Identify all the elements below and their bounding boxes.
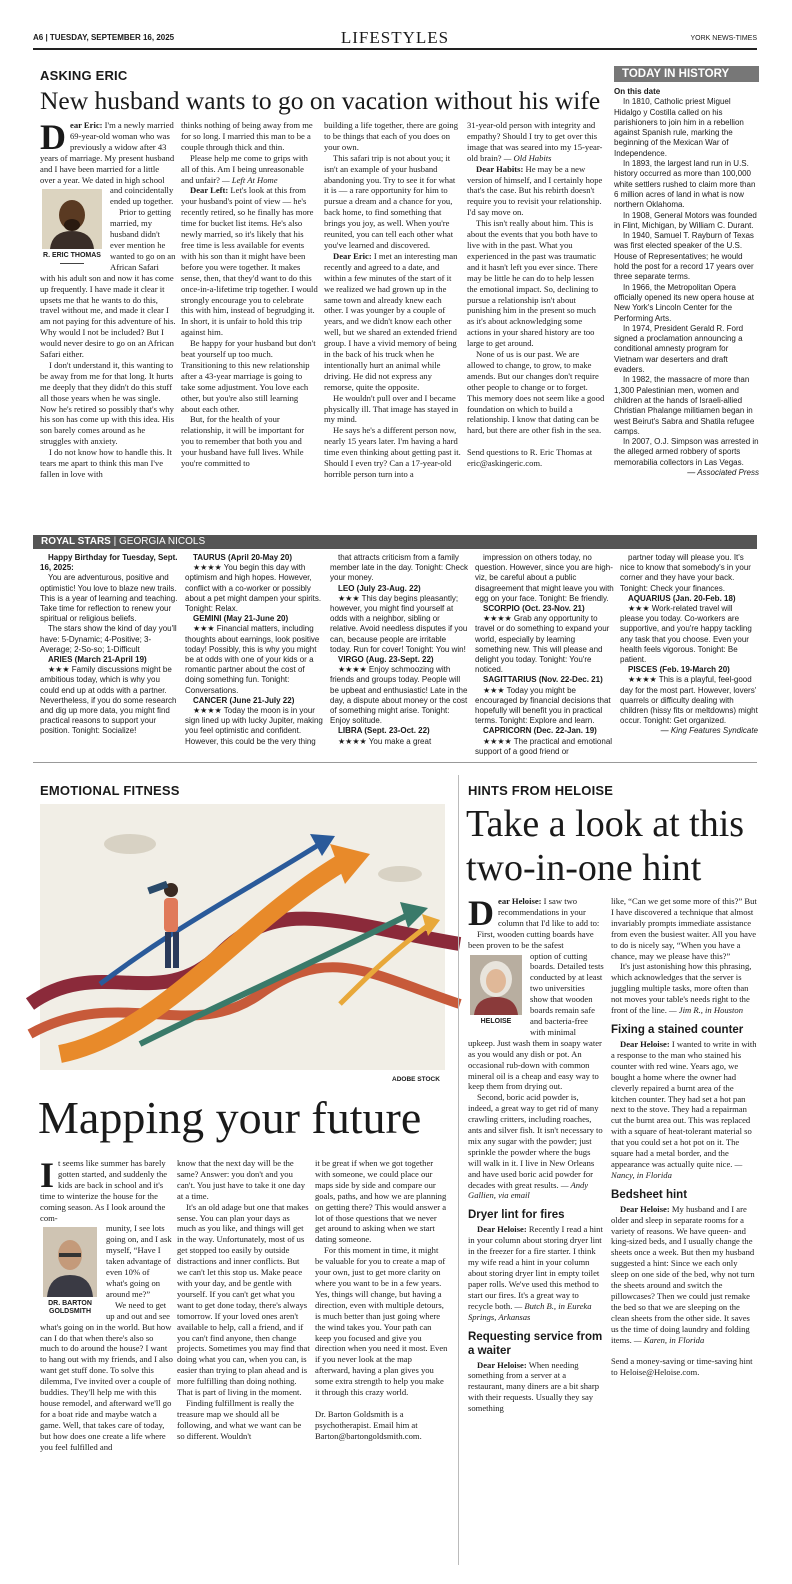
eric-headline: New husband wants to go on vacation without his wife <box>40 86 601 115</box>
paragraph: AQUARIUS (Jan. 20-Feb. 18) <box>628 593 736 603</box>
paragraph: He says he's a different person now, nearly 15 years later. I'm having a hard time even thinking about getting past it. Should I even try? Can a 17-year-old horrible person turn into a <box>324 425 461 479</box>
royal-stars-bar: ROYAL STARS | GEORGIA NICOLS <box>33 535 757 549</box>
history-item: In 1940, Samuel T. Rayburn of Texas was first elected speaker of the U.S. House of Representatives; he would hold the post for a record 17 years over three separate terms. <box>614 231 754 282</box>
fitness-col-1 <box>40 1155 173 1558</box>
paragraph: partner today will please you. It's nice to know that somebody's in your corner and they have your back. Tonight: Check your finances. <box>620 553 751 593</box>
eric-col-2 <box>181 120 318 528</box>
paragraph: impression on others today, no question. However, since you are high-viz, be careful about a public disagreement that might leave you with egg on your face. Tonight: Be friendly. <box>475 553 614 603</box>
history-item: In 2007, O.J. Simpson was arrested in the alleged armed robbery of sports memorabilia collectors in Las Vegas. <box>614 437 759 467</box>
paragraph: We need to get up and out and see what's going on in the world. But how can I do that when there's also so much to do around the house? I want to hang out with my friends, and I also want get stuff done. To solve this dilemma, I've invited over a couple of buddies. They'll help me with this house remodel, and afterward we'll go for a boat ride and maybe watch a game. Well, that takes care of today, but how does one create a life where you feel fulfilled and <box>40 1299 173 1452</box>
history-item: In 1893, the largest land run in U.S. history occurred as more than 100,000 white settlers rushed to claim more than 6 million acres of land in what is now northern Oklahoma. <box>614 159 756 210</box>
paragraph: Happy Birthday for Tuesday, Sept. 16, 2025: <box>40 553 178 573</box>
eric-col-3 <box>324 120 461 528</box>
heloise-kicker: HINTS FROM HELOISE <box>468 783 614 798</box>
royal-author: GEORGIA NICOLS <box>119 536 206 547</box>
paragraph: For this moment in time, it might be valuable for you to create a map of your own, just to get more clarity on where you want to be in a few years. Yes, things will change, but having a direction, even with multiple detours, is much better than just going where the wind takes you. Your path can keep you focused and give you direction when you need it most. Even if you never look at the map afterward, having a plan gives you some extra strength to help you make it through this crazy world. <box>315 1245 448 1398</box>
paragraph: LEO (July 23-Aug. 22) <box>338 583 421 593</box>
eric-photo <box>42 189 102 249</box>
royal-credit: — King Features Syndicate <box>660 726 758 736</box>
fitness-kicker: EMOTIONAL FITNESS <box>40 783 180 798</box>
paragraph: TAURUS (April 20-May 20) <box>193 553 292 562</box>
history-item: In 1908, General Motors was founded in Flint, Michigan, by William C. Durant. <box>614 210 757 230</box>
horoscope-col-5 <box>620 553 758 743</box>
page-header <box>33 28 757 50</box>
paragraph: and coincidentally ended up together. <box>110 185 174 207</box>
paper-name: YORK NEWS-TIMES <box>690 35 757 42</box>
paragraph: Send a money-saving or time-saving hint to Heloise@Heloise.com. <box>611 1356 753 1378</box>
paragraph: Dear Heloise: I saw two recommendations in your column that I'd like to add to: <box>468 893 600 933</box>
royal-title: ROYAL STARS <box>41 536 111 547</box>
paragraph: ARIES (March 21-April 19) <box>48 655 147 665</box>
paragraph: But, for the health of your relationship, it will be important for you to remember that both you and your husband have full lives. While you're committed to <box>181 414 305 469</box>
paragraph: Dear Heloise: When needing something from a server at a restaurant, many diners are a bit sharp with their requests. Usually they say something <box>468 1359 600 1414</box>
heloise-col-1 <box>468 893 604 1564</box>
history-sidebar <box>614 66 759 526</box>
paragraph: ★★★★ Today the moon is in your sign lined up with lucky Jupiter, making you feel optimistic and confident. However, this could be the very thing <box>185 706 323 746</box>
heloise-photo <box>470 955 522 1015</box>
heloise-sub-bedsheet: Bedsheet hint <box>611 1188 688 1201</box>
goldsmith-photo <box>43 1227 97 1297</box>
paragraph: SAGITTARIUS (Nov. 22-Dec. 21) <box>483 675 603 685</box>
paragraph: I don't understand it, this wanting to be away from me for that long. It hurts me deeply that they didn't do this stuff all those years when he was single. Now he's retired so possibly that's why his son has come up with this idea. His son barely comes around as he struggles with anxiety. <box>40 359 174 447</box>
eric-kicker: ASKING ERIC <box>40 68 128 83</box>
heloise-sub-counter: Fixing a stained counter <box>611 1023 744 1036</box>
paragraph: The stars show the kind of day you'll have: 5-Dynamic; 4-Positive; 3-Average; 2-So-so; 1-Difficult <box>40 624 177 654</box>
paragraph: SCORPIO (Oct. 23-Nov. 21) <box>483 604 585 614</box>
heloise-sub-dryer: Dryer lint for fires <box>468 1209 565 1222</box>
horoscope-col-3 <box>330 553 469 746</box>
eric-col-4 <box>467 120 605 528</box>
paragraph: ★★★★ This is a playful, feel-good day for the most part. However, lovers' quarrels or difficulty dealing with children (hissy fits or meltdowns) might occur. Tonight: Get organized. <box>620 675 758 726</box>
paragraph: This isn't really about him. This is about the events that you both have to live with in the past. What you experienced in the past was traumatic and it hasn't left you ever since. There may be little he can do to help lessen the emotional impact. So, declining to pursue a relationship isn't about punishing him in the present so much as it's about acknowledging some actions in your shared history are too large to get around. <box>467 218 599 349</box>
paragraph: ★★★★ Enjoy schmoozing with friends and groups today. People will be upbeat and enthusiastic! Late in the day, a dispute about money or the cost of something might arise. Tonight: Enjoy solitude. <box>330 665 468 726</box>
paragraph: PISCES (Feb. 19-March 20) <box>628 665 730 675</box>
history-title: TODAY IN HISTORY <box>614 66 759 82</box>
paragraph: thinks nothing of being away from me for so long. I married this man to be a couple through thick and thin. <box>181 120 313 152</box>
fitness-illustration <box>40 804 445 1070</box>
eric-col-1 <box>40 117 176 528</box>
paragraph: Dear Left: Let's look at this from your husband's point of view — he's recently retired, so he finally has more time for bucket list items. He's also newly married, so it's likely that his free time is less available for events with his son than it might have been before you were together. It makes sense, then, that they'd want to do this once-in-a-lifetime trip together. I would strongly encourage you to celebrate this with him, instead of begrudging it. In short, it is unfair to hold this trip against him. <box>181 185 318 338</box>
fitness-col-3 <box>315 1158 448 1558</box>
paragraph: ★★★ Work-related travel will please you today. Co-workers are supportive, and you're happy tackling any task that you choose. Even your health feels vigorous. Tonight: Be patient. <box>620 604 752 665</box>
eric-mug <box>40 189 104 264</box>
eric-mug-caption: R. ERIC THOMAS <box>43 252 101 260</box>
paragraph: It's an old adage but one that makes sense. You can plan your days as much as you like, and things will get in the way. Unfortunately, most of us get stopped too easily by outside distractions and inner conflicts. But we can't let this stop us. Make peace with your day, and be gentle with yourself. If you can't get what you want to get done today, there's always tomorrow. If your loved ones aren't available to help, call a friend, and if you can't find anyone, then change projects. Sometimes you may find that doing what you can, when you can, is easier than trying to plan ahead and is more fulfilling than doing nothing. That is part of living in the moment. <box>177 1201 310 1398</box>
paragraph: Prior to getting married, my husband didn't ever mention he wanted to go on an African Safari with his adult son and now it has come up frequently. I have made it clear it upsets me that he wants to do this, travel without me, and made it clear I am not paying for this adventure of his. Why would I not be included? But I would never desire to go on an African Safari either. <box>40 207 176 360</box>
goldsmith-mug <box>40 1227 100 1316</box>
paragraph: It's just astonishing how this phrasing, which acknowledges that the server is juggling multiple tasks, more often than not moves your table's needs right to the front of the line. — Jim R., in Houston <box>611 961 752 1016</box>
paragraph: This safari trip is not about you; it isn't an example of your husband abandoning you. Try to see it for what it is — a rare opportunity for him to pursue a dream and a chance for you, back home, to find something that brings you joy, as well. When you're reunited, you can tell each other what you've learned and discovered. <box>324 152 456 250</box>
paragraph: I do not know how to handle this. It tears me apart to think this man I've fallen in love with <box>40 447 172 479</box>
paragraph: Dear Heloise: My husband and I are older and sleep in separate rooms for a variety of reasons. We have queen- and king-sized beds, and I usually change the sheets once a week. But then my husband suggested a hint: Since we each only sleep on one side of the bed, why not turn the sheets around and switch the pillowcases? Then we could just remake the bed so that we are sleeping on the clean sheets from the other side. It saves us the time of doing laundry and folding items. — Karen, in Florida <box>611 1203 755 1345</box>
paragraph: Dear Heloise: I wanted to write in with a response to the man who stained his counter with red wine. Years ago, we bought a home where the owner had cleverly repaired a burnt area of the kitchen counter. They had set a hot pan next to the stove. They had a repairman cut the burnt area out. This was replaced with a square of heat-tolerant material so that you could set a hot pot on it. The square had a metal border, and the appearance was actually quite nice. — Nancy, in Florida <box>611 1038 757 1180</box>
divider <box>33 762 757 763</box>
fitness-col-2 <box>177 1158 310 1558</box>
paragraph: ★★★ Today you might be encouraged by financial decisions that hopefully will benefit you in practical terms. Tonight: Explore and learn. <box>475 685 611 726</box>
paragraph: GEMINI (May 21-June 20) <box>193 614 289 624</box>
paragraph: know that the next day will be the same? Answer: you don't and you can't. You just have to take it one day at a time. <box>177 1158 306 1201</box>
paragraph: Send questions to R. Eric Thomas at eric@askingeric.com. <box>467 447 593 469</box>
heloise-sub-waiter: Requesting service from a waiter <box>468 1330 603 1357</box>
paragraph: Please help me come to grips with all of this. Am I being unreasonable and unfair? — Left At Home <box>181 152 308 185</box>
history-item: In 1966, the Metropolitan Opera officially opened its new opera house at New York's Lincoln Center for the Performing Arts. <box>614 282 754 323</box>
paragraph: like, “Can we get some more of this?” But I have discovered a technique that almost invariably prompts immediate assistance from even the busiest waiter. All you have to do is nicely say, “When you have a chance, may we please have this?” <box>611 896 757 961</box>
paragraph: He wouldn't pull over and I became physically ill. That image has stayed in my mind. <box>324 392 459 425</box>
paragraph: ★★★★ Grab any opportunity to travel or do something to expand your world, especially by learning something new. This will please and delight you today. Tonight: You're noticed. <box>475 614 610 675</box>
heloise-col-2 <box>611 896 757 1564</box>
paragraph: munity, I see lots going on, and I ask myself, “Have I taken advantage of even 10% of what's going on around me?” <box>106 1223 172 1299</box>
section-title: LIFESTYLES <box>340 28 450 47</box>
paragraph: LIBRA (Sept. 23-Oct. 22) <box>338 726 430 736</box>
horoscope-col-1 <box>40 553 179 743</box>
paragraph: CANCER (June 21-July 22) <box>193 695 295 705</box>
paragraph: ★★★★ You begin this day with optimism and high hopes. However, conflict with a co-worker or possibly about a pet might dampen your spirits. Tonight: Relax. <box>185 563 322 614</box>
history-item: In 1982, the massacre of more than 1,300 Palestinian men, women and children at the hands of Israeli-allied Christian Phalange militiamen began in west Beirut's Sabra and Shatila refugee camps. <box>614 375 755 436</box>
horoscope-col-4 <box>475 553 614 756</box>
history-subtitle: On this date <box>614 87 661 96</box>
paragraph: ★★★ Financial matters, including thoughts about earnings, look positive today! Possibly, this is why you might be at odds with one of your kids or a romantic partner about the cost of doing something fun. Tonight: Conversations. <box>185 624 320 695</box>
paragraph: ★★★ This day begins pleasantly; however, you might find yourself at odds with a neighbor, sibling or relative. Avoid needless disputes if you can, because people are irritable today. Run for cover! Tonight: You win! <box>330 593 468 654</box>
paragraph: ★★★ Family discussions might be ambitious today, which is why you could end up at odds with a partner. Nevertheless, if you do some research and dig up more data, you might find practical reasons to support your position. Tonight: Socialize! <box>40 665 177 736</box>
paragraph: Dear Heloise: Recently I read a hint in your column about storing dryer lint in the freezer for a fire starter. I think my wife read a hint in your column about storing dryer lint in empty toilet paper rolls. We've used this method to start our fires. It's a great way to recycle both. — Butch B., in Eureka Springs, Arkansas <box>468 1224 603 1322</box>
paragraph: it be great if when we got together with someone, we could place our maps side by side and compare our goals, paths, and how we are planning on getting there? This would answer a lot of those questions that we never get around to asking when we start dating someone. <box>315 1158 447 1245</box>
heloise-mug <box>468 955 524 1026</box>
paragraph: None of us is our past. We are allowed to change, to grow, to make amends. But our changes don't require other people to change or to forget. This memory does not seem like a good foundation on which to build a relationship. I know that dating can be hard, but there are other fish in the sea. <box>467 349 605 436</box>
history-credit: — Associated Press <box>687 467 759 477</box>
eric-p: Dear Eric: I'm a newly married 69-year-old woman who was previously a widow after 43 years of marriage. My present husband and I have been married for a little over a year. We dated in high school <box>40 117 175 185</box>
paragraph: ★★★★ The practical and emotional support of a good friend or <box>475 736 613 756</box>
fitness-headline: Mapping your future <box>38 1092 422 1143</box>
paragraph: First, wooden cutting boards have been proven to be the safest <box>468 928 594 950</box>
paragraph: Be happy for your husband but don't beat yourself up too much. Transitioning to this new relationship after a 43-year marriage is going to take some adjustment. You love each other, but you're also still learning about each other. <box>181 338 316 414</box>
paragraph: option of cutting boards. Detailed tests conducted by at least two universities show that wooden boards remain safe and bacteria-free with minimal upkeep. Just wash them in soapy water as you would any dish or pot. An occasional rub-down with common mineral oil is a cheap and easy way to keep them from drying out. <box>468 950 604 1092</box>
horoscope-col-2 <box>185 553 324 746</box>
paragraph: Second, boric acid powder is, indeed, a great way to get rid of many crawling critters, including roaches, ants and silver fish. It isn't necessary to mix any sugar with the powder; just sprinkle the powder where the bugs will walk in it. I live in New Orleans and have used boric acid powder for decades with great results. — Andy Gallien, via email <box>468 1092 603 1201</box>
paragraph: that attracts criticism from a family member late in the day. Tonight: Check your money. <box>330 553 468 583</box>
paragraph: You are adventurous, positive and optimistic! You love to blaze new trails. This is a year of learning and teaching. Take time for reflection to renew your spiritual or religious beliefs. <box>40 573 178 624</box>
paragraph: Finding fulfillment is really the treasure map we should all be following, and what we want can be so different. Wouldn't <box>177 1397 302 1441</box>
paragraph: ★★★★ You make a great <box>338 736 432 746</box>
photo-credit: ADOBE STOCK <box>392 1076 440 1083</box>
paragraph: It seems like summer has barely gotten started, and suddenly the kids are back in school and it's time to winterize the house for the coming season. As I look around the com- <box>40 1155 168 1223</box>
heloise-caption: HELOISE <box>480 1017 512 1025</box>
paragraph: CAPRICORN (Dec. 22-Jan. 19) <box>483 726 597 736</box>
column-divider <box>458 775 459 1565</box>
history-body <box>614 87 759 517</box>
goldsmith-caption: DR. BARTON GOLDSMITH <box>48 1300 92 1316</box>
paragraph: building a life together, there are going to be things that each of you does on your own. <box>324 120 459 152</box>
paragraph: VIRGO (Aug. 23-Sept. 22) <box>338 655 434 665</box>
heloise-headline: Take a look at this two-in-one hint <box>466 803 745 889</box>
history-item: In 1974, President Gerald R. Ford signed a proclamation announcing a conditional amnesty program for Vietnam war deserters and draft evaders. <box>614 323 744 375</box>
history-item: In 1810, Catholic priest Miguel Hidalgo y Costilla called on his parishioners to join him in a rebellion against Spanish rule, marking the beginning of the Mexican War of Independence. <box>614 97 744 158</box>
page-date: A6 | TUESDAY, SEPTEMBER 16, 2025 <box>33 33 175 42</box>
paragraph: 31-year-old person with integrity and empathy? Should I try to get over this image that was seared into my 15-year-old brain? — Old Habits <box>467 120 603 163</box>
paragraph: Dear Eric: I met an interesting man recently and agreed to a date, and within a few minutes of the start of it we realized we had grown up in the same town and already knew each other. I was younger by a couple of years, and we didn't know each other well, but we shared an extended friend group. I have a vivid memory of being in the back of his truck when he intentionally hurt an animal while driving. He did not express any remorse, quite the opposite. <box>324 250 458 392</box>
paragraph: Dr. Barton Goldsmith is a psychotherapist. Email him at Barton@bartongoldsmith.com. <box>315 1408 422 1441</box>
paragraph: Dear Habits: He may be a new version of himself, and I certainly hope that's the case. But his rebirth doesn't require you to revisit your relationship. I'd say move on. <box>467 163 603 218</box>
